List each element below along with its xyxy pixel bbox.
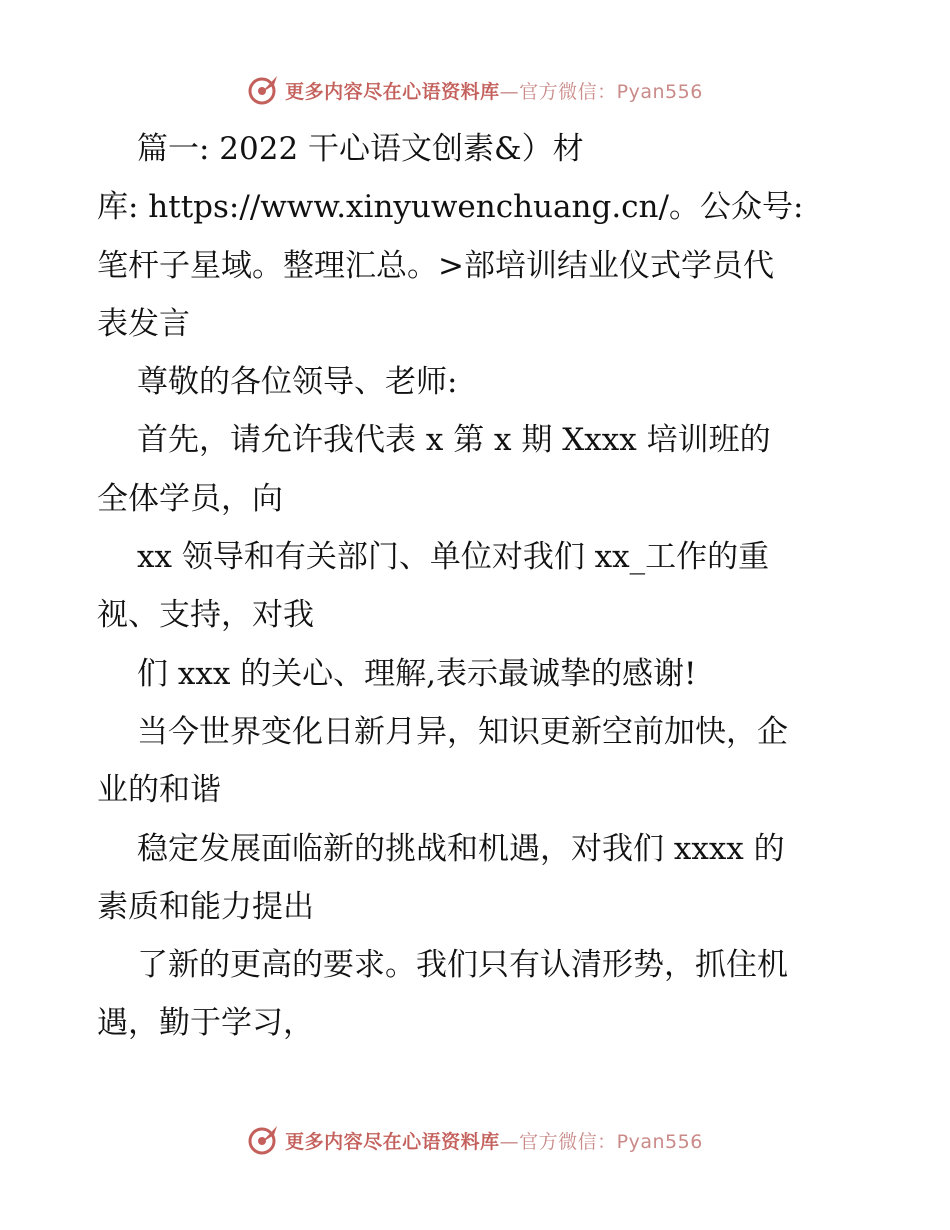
paragraph-line: 库: https://www.xinyuwenchuang.cn/。公众号:	[97, 189, 804, 226]
paragraph-line: 业的和谐	[97, 772, 221, 809]
paragraph-line: 们 xxx 的关心、理解,表示最诚挚的感谢!	[137, 655, 697, 692]
paragraph-line: 篇一: 2022 干心语文创素&）材	[137, 131, 584, 167]
watermark-banner-top	[0, 70, 950, 110]
watermark-text: 更多内容尽在心语资料库—官方微信：Pyan556	[285, 1130, 703, 1153]
paragraph-line: 遇，勤于学习，	[97, 1005, 314, 1042]
paragraph-line: 当今世界变化日新月异，知识更新空前加快，企	[137, 713, 788, 750]
quill-logo-icon	[247, 73, 281, 107]
paragraph-line: 了新的更高的要求。我们只有认清形势，抓住机	[137, 947, 788, 984]
document-body	[97, 120, 857, 1053]
watermark-text: 更多内容尽在心语资料库—官方微信：Pyan556	[285, 80, 703, 103]
quill-logo-icon	[247, 1123, 281, 1157]
paragraph-line: xx 领导和有关部门、单位对我们 xx_工作的重	[137, 539, 770, 576]
paragraph-line: 尊敬的各位领导、老师:	[137, 364, 458, 401]
paragraph-line: 稳定发展面临新的挑战和机遇，对我们 xxxx 的	[137, 830, 785, 867]
paragraph-line: 素质和能力提出	[97, 888, 314, 925]
paragraph-line: 首先，请允许我代表 x 第 x 期 Xxxx 培训班的	[137, 422, 771, 459]
paragraph-line: 笔杆子星域。整理汇总。>部培训结业仪式学员代	[97, 247, 774, 284]
watermark-banner-bottom	[0, 1120, 950, 1160]
paragraph-line: 全体学员，向	[97, 480, 283, 517]
paragraph-line: 视、支持，对我	[97, 597, 314, 634]
paragraph-line: 表发言	[97, 305, 190, 342]
